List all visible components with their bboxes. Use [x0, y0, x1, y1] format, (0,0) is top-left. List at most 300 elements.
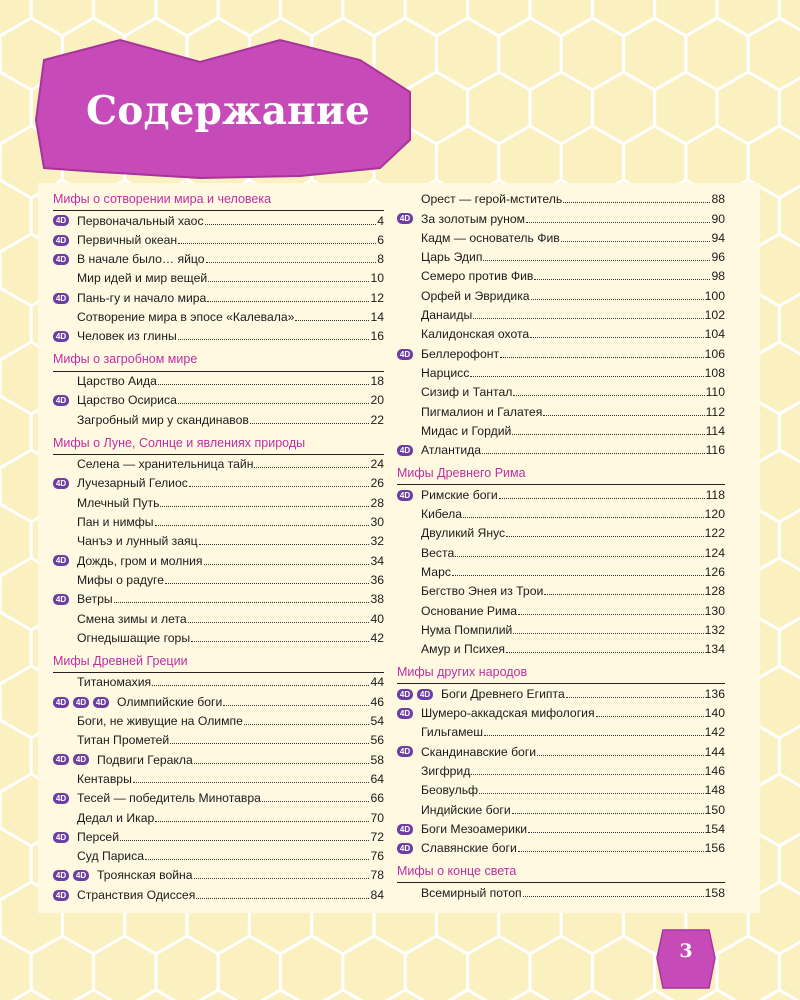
toc-entry[interactable] [53, 250, 384, 269]
dot-leader [191, 641, 369, 642]
4d-badge-icon: 4D [53, 331, 69, 342]
icon-group [53, 493, 77, 512]
4d-badge-icon: 4D [73, 697, 89, 708]
toc-entry[interactable] [53, 692, 384, 711]
toc-entry-page: 28 [370, 495, 384, 510]
toc-entry[interactable] [53, 211, 384, 230]
icon-group [397, 248, 421, 267]
toc-entry[interactable] [53, 513, 384, 532]
page-title: Содержание [86, 88, 371, 134]
toc-entry-page: 44 [370, 675, 384, 690]
icon-group [397, 684, 441, 703]
toc-entry-page: 132 [704, 622, 725, 637]
toc-entry-title: Марс [421, 564, 451, 579]
toc-entry[interactable] [53, 269, 384, 288]
toc-entry[interactable] [397, 524, 725, 543]
toc-entry-page: 134 [704, 642, 725, 657]
toc-entry[interactable] [397, 364, 725, 383]
toc-entry[interactable] [397, 563, 725, 582]
toc-entry-title: Мир идей и мир вещей [77, 271, 208, 286]
toc-entry[interactable] [53, 455, 384, 474]
dot-leader [120, 840, 369, 841]
toc-entry[interactable] [53, 410, 384, 429]
dot-leader [506, 652, 704, 653]
4d-badge-icon: 4D [397, 490, 413, 501]
toc-entry-page: 106 [704, 346, 725, 361]
toc-entry-page: 10 [370, 271, 384, 286]
dot-leader [223, 705, 369, 706]
toc-entry[interactable] [397, 190, 725, 209]
icon-group [53, 789, 77, 808]
icon-group [53, 629, 77, 648]
toc-entry[interactable] [397, 422, 725, 441]
toc-entry-title: Царство Осириса [77, 393, 177, 408]
page-number: 3 [679, 940, 693, 962]
toc-entry[interactable] [53, 308, 384, 327]
dot-leader [178, 243, 376, 244]
4d-badge-icon: 4D [93, 697, 109, 708]
toc-entry-title: Боги Древнего Египта [441, 686, 565, 701]
icon-group [397, 364, 421, 383]
icon-group [53, 712, 77, 731]
toc-entry-title: Мидас и Гордий [421, 423, 512, 438]
dot-leader [500, 357, 704, 358]
toc-entry[interactable] [397, 723, 725, 742]
toc-entry[interactable] [53, 789, 384, 808]
toc-entry-title: Странствия Одиссея [77, 887, 196, 902]
toc-entry-title: Скандинавские боги [421, 744, 537, 759]
toc-entry-title: Орфей и Эвридика [421, 288, 530, 303]
4d-badge-icon: 4D [73, 754, 89, 765]
toc-entry-page: 128 [704, 584, 725, 599]
toc-entry-title: Царь Эдип [421, 250, 483, 265]
toc-entry-page: 154 [704, 821, 725, 836]
toc-entry-page: 78 [370, 868, 384, 883]
toc-entry[interactable] [397, 209, 725, 228]
dot-leader [544, 594, 703, 595]
4d-badge-icon: 4D [53, 793, 69, 804]
toc-entry-page: 42 [370, 630, 384, 645]
toc-entry[interactable] [397, 704, 725, 723]
toc-entry[interactable] [397, 229, 725, 248]
icon-group [53, 571, 77, 590]
toc-entry-title: Калидонская охота [421, 327, 530, 342]
icon-group [397, 209, 421, 228]
toc-entry[interactable] [53, 673, 384, 692]
toc-entry-page: 40 [370, 611, 384, 626]
toc-entry[interactable] [397, 621, 725, 640]
icon-group [397, 563, 421, 582]
icon-group [53, 455, 77, 474]
section-heading: Мифы других народов [397, 665, 528, 680]
toc-entry-title: Тесей — победитель Минотавра [77, 791, 261, 806]
toc-entry-page: 94 [711, 230, 725, 245]
icon-group [397, 839, 421, 858]
dot-leader [158, 384, 370, 385]
icon-group [397, 306, 421, 325]
4d-badge-icon: 4D [53, 890, 69, 901]
toc-entry-page: 112 [705, 404, 725, 419]
icon-group [53, 847, 77, 866]
dot-leader [194, 878, 370, 879]
4d-badge-icon: 4D [397, 689, 413, 700]
icon-group [53, 808, 77, 827]
toc-entry[interactable] [53, 629, 384, 648]
icon-group [397, 325, 421, 344]
dot-leader [518, 851, 704, 852]
icon-group [53, 770, 77, 789]
toc-entry[interactable] [397, 325, 725, 344]
toc-entry[interactable] [397, 684, 725, 703]
dot-leader [506, 536, 704, 537]
toc-entry-page: 140 [704, 706, 725, 721]
4d-badge-icon: 4D [53, 594, 69, 605]
4d-badge-icon: 4D [53, 293, 69, 304]
dot-leader [155, 525, 370, 526]
toc-entry-page: 46 [370, 694, 384, 709]
icon-group [53, 731, 77, 750]
toc-entry-page: 14 [370, 310, 384, 325]
dot-leader [178, 339, 370, 340]
toc-entry[interactable] [53, 609, 384, 628]
dot-leader [205, 224, 377, 225]
toc-right-column [397, 190, 725, 903]
toc-entry[interactable] [397, 306, 725, 325]
dot-leader [244, 724, 370, 725]
toc-entry-page: 150 [704, 802, 725, 817]
icon-group [53, 269, 77, 288]
toc-entry[interactable] [397, 402, 725, 421]
toc-entry[interactable] [53, 474, 384, 493]
toc-entry-page: 108 [704, 365, 725, 380]
icon-group [397, 485, 421, 504]
dot-leader [254, 467, 369, 468]
toc-entry-page: 18 [370, 373, 384, 388]
icon-group [397, 190, 421, 209]
toc-entry[interactable] [397, 762, 725, 781]
toc-entry-title: Римские боги [421, 487, 498, 502]
toc-entry-title: Боги, не живущие на Олимпе [77, 714, 243, 729]
dot-leader [170, 743, 369, 744]
toc-entry-page: 116 [705, 443, 725, 458]
icon-group [397, 402, 421, 421]
toc-entry-page: 110 [705, 385, 725, 400]
toc-entry-title: Селена — хранительница тайн [77, 457, 254, 472]
toc-entry[interactable] [53, 750, 384, 769]
toc-entry[interactable] [53, 828, 384, 847]
icon-group [53, 551, 77, 570]
toc-entry-title: Человек из глины [77, 329, 177, 344]
toc-entry[interactable] [53, 231, 384, 250]
toc-entry[interactable] [53, 571, 384, 590]
dot-leader [295, 320, 369, 321]
toc-entry[interactable] [53, 288, 384, 307]
toc-entry[interactable] [397, 344, 725, 363]
dot-leader [199, 544, 370, 545]
icon-group [397, 601, 421, 620]
icon-group [53, 513, 77, 532]
dot-leader [512, 813, 704, 814]
icon-group [53, 750, 97, 769]
toc-entry[interactable] [53, 885, 384, 904]
icon-group [397, 344, 421, 363]
toc-entry-title: Лучезарный Гелиос [77, 476, 188, 491]
toc-entry-page: 136 [704, 686, 725, 701]
toc-entry-title: Пигмалион и Галатея [421, 404, 543, 419]
toc-entry-title: Славянские боги [421, 841, 517, 856]
toc-entry-page: 148 [704, 783, 725, 798]
4d-badge-icon: 4D [53, 215, 69, 226]
toc-entry-page: 32 [370, 534, 384, 549]
toc-entry[interactable] [397, 820, 725, 839]
toc-entry[interactable] [397, 883, 725, 902]
icon-group [53, 532, 77, 551]
section-heading: Мифы о сотворении мира и человека [53, 192, 272, 206]
toc-entry-title: Гильгамеш [421, 725, 484, 740]
icon-group [397, 543, 421, 562]
toc-entry-page: 26 [370, 476, 384, 491]
toc-entry-title: Зигфрид [421, 763, 471, 778]
dot-leader [561, 241, 711, 242]
toc-entry-title: Сизиф и Тантал [421, 385, 513, 400]
toc-entry[interactable] [397, 286, 725, 305]
4d-badge-icon: 4D [417, 689, 433, 700]
icon-group [397, 762, 421, 781]
toc-entry-title: Первичный океан [77, 232, 178, 247]
toc-entry-page: 70 [370, 810, 384, 825]
4d-badge-icon: 4D [53, 832, 69, 843]
toc-entry-title: Титаномахия [77, 675, 152, 690]
toc-entry-page: 126 [704, 564, 725, 579]
dot-leader [484, 735, 704, 736]
toc-entry-title: Пан и нимфы [77, 515, 154, 530]
toc-entry-page: 8 [377, 252, 384, 267]
toc-entry-page: 144 [704, 744, 725, 759]
toc-entry[interactable] [53, 847, 384, 866]
toc-entry[interactable] [397, 601, 725, 620]
toc-entry-title: Пань-гу и начало мира [77, 290, 207, 305]
dot-leader [470, 376, 703, 377]
dot-leader [455, 556, 703, 557]
toc-entry-page: 156 [704, 841, 725, 856]
dot-leader [208, 281, 369, 282]
section-heading: Мифы о загробном мире [53, 352, 198, 367]
toc-entry[interactable] [53, 770, 384, 789]
dot-leader [196, 898, 369, 899]
dot-leader [160, 506, 369, 507]
toc-entry-page: 24 [370, 457, 384, 472]
dot-leader [207, 301, 369, 302]
toc-entry-page: 54 [370, 714, 384, 729]
dot-leader [512, 434, 704, 435]
toc-entry[interactable] [397, 543, 725, 562]
toc-entry[interactable] [397, 267, 725, 286]
toc-entry-page: 90 [711, 211, 725, 226]
4d-badge-icon: 4D [397, 445, 413, 456]
toc-entry-title: Царство Аида [77, 373, 157, 388]
toc-entry-title: Шумеро-аккадская мифология [421, 706, 595, 721]
toc-entry-page: 6 [377, 232, 384, 247]
toc-entry-title: Данаиды [421, 308, 473, 323]
section-heading: Мифы Древнего Рима [397, 466, 526, 481]
section-heading: Мифы о конце света [397, 864, 517, 879]
toc-entry-page: 158 [704, 885, 725, 900]
icon-group [397, 505, 421, 524]
toc-entry[interactable] [53, 391, 384, 410]
icon-group [397, 582, 421, 601]
4d-badge-icon: 4D [53, 254, 69, 265]
toc-entry-page: 124 [704, 545, 725, 560]
toc-entry-page: 36 [370, 572, 384, 587]
icon-group [53, 410, 77, 429]
toc-entry[interactable] [397, 485, 725, 504]
toc-entry-page: 88 [711, 192, 725, 207]
toc-entry-title: Веста [421, 545, 455, 560]
toc-entry-page: 122 [704, 526, 725, 541]
icon-group [397, 800, 421, 819]
toc-entry-page: 120 [704, 507, 725, 522]
toc-entry-page: 98 [711, 269, 725, 284]
4d-badge-icon: 4D [53, 235, 69, 246]
toc-entry[interactable] [397, 441, 725, 460]
icon-group [53, 211, 77, 230]
4d-badge-icon: 4D [53, 555, 69, 566]
dot-leader [499, 498, 705, 499]
dot-leader [204, 564, 370, 565]
toc-entry-title: За золотым руном [421, 211, 525, 226]
toc-entry-page: 16 [370, 329, 384, 344]
4d-badge-icon: 4D [397, 746, 413, 757]
dot-leader [178, 403, 370, 404]
4d-badge-icon: 4D [53, 697, 69, 708]
toc-entry[interactable] [53, 372, 384, 391]
toc-entry-title: Чанъэ и лунный заяц [77, 534, 198, 549]
dot-leader [133, 782, 370, 783]
dot-leader [250, 423, 370, 424]
dot-leader [530, 337, 703, 338]
toc-entry-title: Нума Помпилий [421, 622, 513, 637]
toc-entry-page: 104 [704, 327, 725, 342]
dot-leader [189, 486, 370, 487]
dot-leader [165, 583, 369, 584]
dot-leader [463, 517, 704, 518]
dot-leader [155, 821, 369, 822]
toc-entry-title: Основание Рима [421, 603, 517, 618]
toc-entry[interactable] [53, 532, 384, 551]
4d-badge-icon: 4D [397, 708, 413, 719]
dot-leader [543, 415, 704, 416]
icon-group [397, 621, 421, 640]
4d-badge-icon: 4D [397, 843, 413, 854]
toc-entry[interactable] [53, 327, 384, 346]
toc-entry[interactable] [53, 712, 384, 731]
toc-entry[interactable] [53, 808, 384, 827]
icon-group [397, 883, 421, 902]
toc-entry-title: Загробный мир у скандинавов [77, 412, 249, 427]
toc-entry-page: 34 [370, 553, 384, 568]
toc-entry-page: 118 [705, 487, 725, 502]
toc-entry-title: Кибела [421, 507, 463, 522]
toc-entry-title: Первоначальный хаос [77, 213, 204, 228]
toc-entry-page: 38 [370, 592, 384, 607]
toc-entry[interactable] [397, 383, 725, 402]
toc-entry[interactable] [397, 781, 725, 800]
toc-entry[interactable] [53, 493, 384, 512]
toc-entry-title: Беллерофонт [421, 346, 500, 361]
toc-entry-page: 58 [370, 752, 384, 767]
icon-group [53, 692, 117, 711]
icon-group [53, 590, 77, 609]
dot-leader [188, 622, 370, 623]
toc-entry-title: Беовульф [421, 783, 479, 798]
toc-entry[interactable] [397, 248, 725, 267]
4d-badge-icon: 4D [53, 870, 69, 881]
4d-badge-icon: 4D [397, 349, 413, 360]
toc-entry-title: Бегство Энея из Трои [421, 584, 544, 599]
dot-leader [471, 774, 703, 775]
dot-leader [483, 260, 710, 261]
icon-group [53, 250, 77, 269]
4d-badge-icon: 4D [53, 395, 69, 406]
toc-entry-title: Подвиги Геракла [97, 752, 193, 767]
dot-leader [523, 896, 704, 897]
toc-entry-page: 4 [377, 213, 384, 228]
toc-entry-page: 96 [711, 250, 725, 265]
toc-entry-page: 84 [370, 887, 384, 902]
toc-entry-page: 130 [704, 603, 725, 618]
toc-entry[interactable] [397, 800, 725, 819]
toc-entry-title: Смена зимы и лета [77, 611, 187, 626]
toc-entry[interactable] [397, 839, 725, 858]
icon-group [397, 781, 421, 800]
icon-group [397, 704, 421, 723]
toc-entry[interactable] [53, 731, 384, 750]
toc-entry[interactable] [397, 505, 725, 524]
toc-entry[interactable] [53, 590, 384, 609]
toc-entry-page: 72 [370, 829, 384, 844]
toc-entry-title: Персей [77, 829, 119, 844]
toc-entry-title: Титан Прометей [77, 733, 170, 748]
toc-entry[interactable] [53, 866, 384, 885]
toc-entry[interactable] [397, 640, 725, 659]
icon-group [53, 391, 77, 410]
toc-entry[interactable] [397, 582, 725, 601]
toc-entry[interactable] [53, 551, 384, 570]
toc-entry-title: Мифы о радуге [77, 572, 165, 587]
toc-entry-page: 30 [370, 515, 384, 530]
toc-entry[interactable] [397, 742, 725, 761]
dot-leader [566, 697, 704, 698]
toc-entry-page: 114 [705, 423, 725, 438]
dot-leader [528, 832, 704, 833]
toc-entry-title: Всемирный потоп [421, 885, 522, 900]
toc-entry-page: 76 [370, 849, 384, 864]
4d-badge-icon: 4D [53, 754, 69, 765]
toc-entry-title: Семеро против Фив [421, 269, 534, 284]
toc-entry-title: Орест — герой-мститель [421, 192, 563, 207]
dot-leader [479, 793, 704, 794]
icon-group [397, 286, 421, 305]
icon-group [397, 524, 421, 543]
dot-leader [206, 262, 377, 263]
icon-group [53, 308, 77, 327]
toc-entry-title: Огнедышащие горы [77, 630, 191, 645]
dot-leader [452, 575, 704, 576]
toc-entry-title: Ветры [77, 592, 113, 607]
dot-leader [145, 859, 369, 860]
toc-entry-title: Олимпийские боги [117, 694, 223, 709]
toc-entry-page: 102 [704, 308, 725, 323]
